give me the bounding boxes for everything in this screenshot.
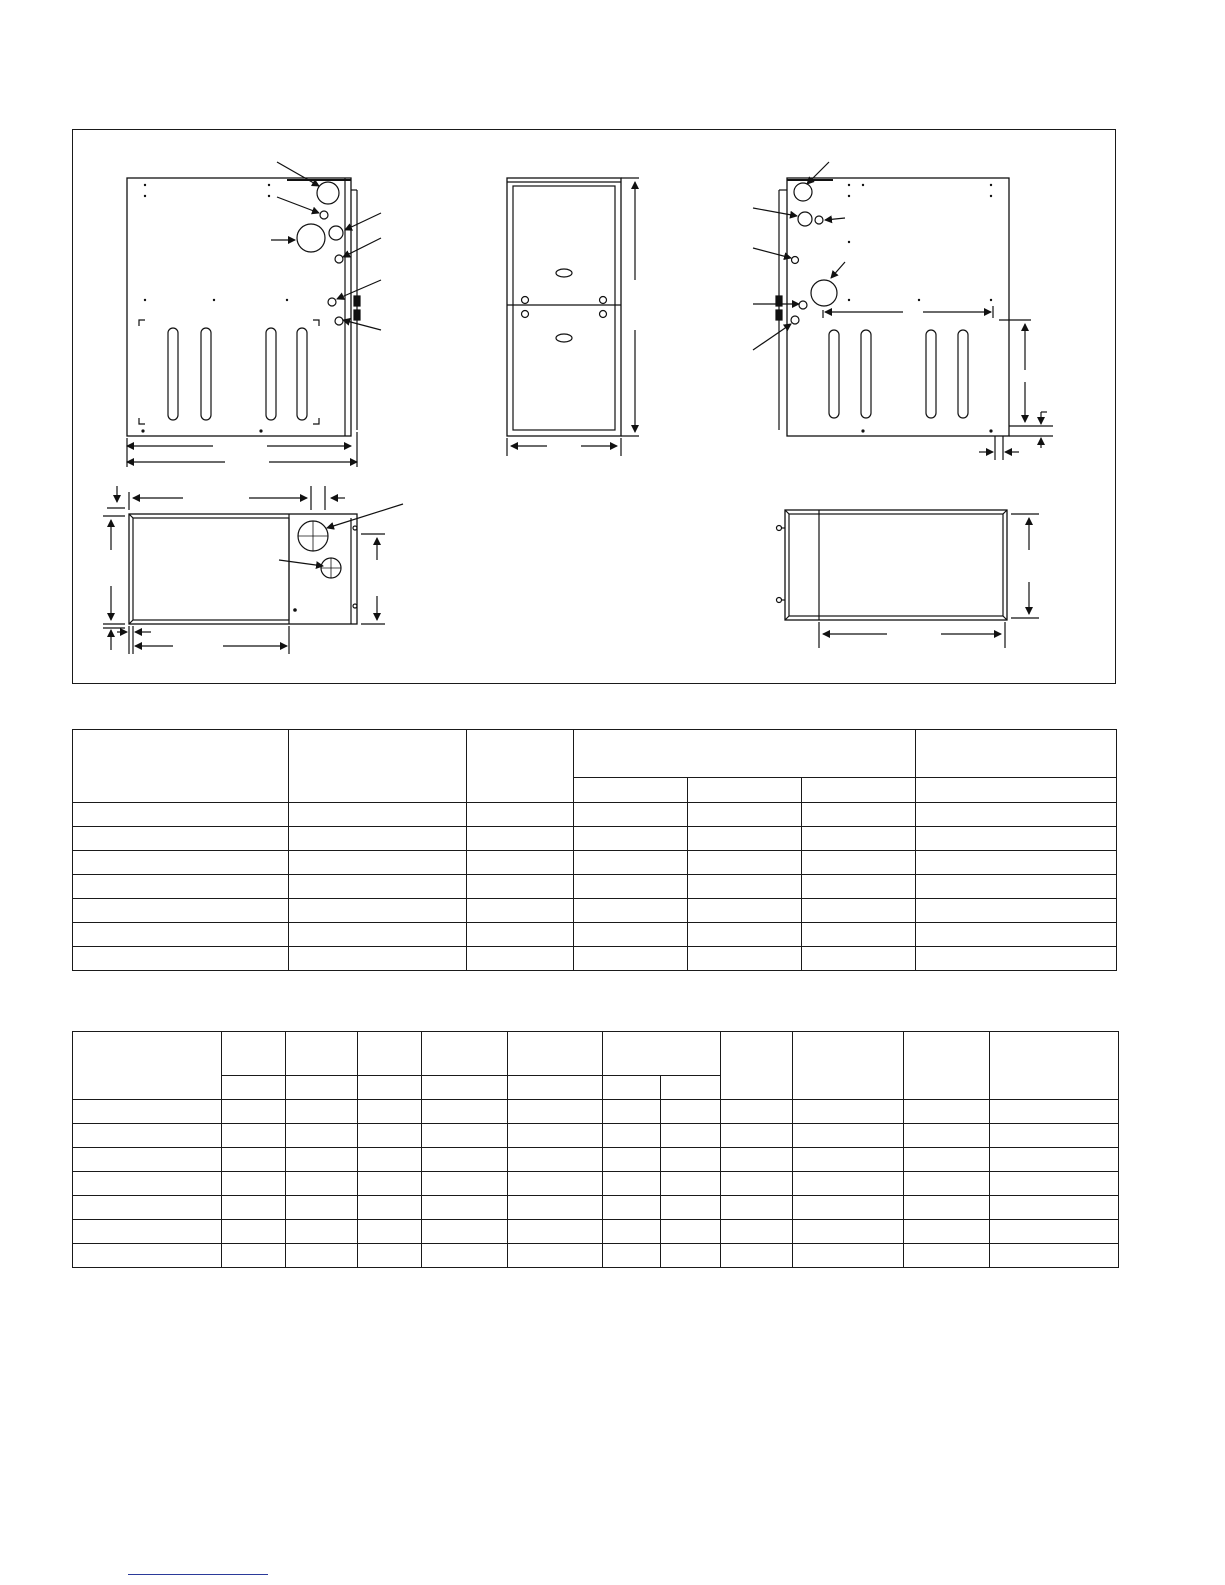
table-row bbox=[73, 875, 1117, 899]
table-row bbox=[73, 1172, 1119, 1196]
front-view bbox=[507, 178, 639, 456]
subheader-cell bbox=[422, 1076, 508, 1100]
top-view bbox=[103, 486, 403, 654]
dimension-drawing-frame bbox=[72, 129, 1116, 684]
header-cell bbox=[286, 1032, 358, 1076]
table-row bbox=[73, 1196, 1119, 1220]
header-cell bbox=[574, 730, 916, 778]
subheader-cell bbox=[603, 1076, 661, 1100]
table-header-row bbox=[73, 1032, 1119, 1076]
header-cell bbox=[793, 1032, 904, 1100]
subheader-cell bbox=[661, 1076, 721, 1100]
header-cell bbox=[603, 1032, 721, 1076]
table-row bbox=[73, 1100, 1119, 1124]
table-row bbox=[73, 899, 1117, 923]
table-row bbox=[73, 827, 1117, 851]
specifications-table bbox=[72, 1031, 1119, 1268]
table-row bbox=[73, 1244, 1119, 1268]
subheader-cell bbox=[286, 1076, 358, 1100]
subheader-cell bbox=[916, 778, 1117, 803]
table-row bbox=[73, 1220, 1119, 1244]
table-row bbox=[73, 923, 1117, 947]
table-header-row bbox=[73, 730, 1117, 778]
subheader-cell bbox=[574, 778, 688, 803]
header-cell bbox=[916, 730, 1117, 778]
subheader-cell bbox=[508, 1076, 603, 1100]
header-cell bbox=[467, 730, 574, 803]
table-row bbox=[73, 851, 1117, 875]
bottom-view bbox=[777, 510, 1040, 648]
dimensions-table bbox=[72, 729, 1117, 971]
header-cell bbox=[508, 1032, 603, 1076]
subheader-cell bbox=[688, 778, 802, 803]
footer-link-underline[interactable] bbox=[128, 1574, 268, 1575]
header-cell bbox=[904, 1032, 990, 1100]
header-cell bbox=[73, 1032, 222, 1100]
table-row bbox=[73, 1148, 1119, 1172]
left-side-view bbox=[127, 162, 381, 467]
right-side-view bbox=[753, 162, 1053, 460]
subheader-cell bbox=[358, 1076, 422, 1100]
table-row bbox=[73, 803, 1117, 827]
furnace-dimension-drawing bbox=[73, 130, 1117, 685]
subheader-cell bbox=[222, 1076, 286, 1100]
subheader-cell bbox=[802, 778, 916, 803]
header-cell bbox=[990, 1032, 1119, 1100]
header-cell bbox=[73, 730, 289, 803]
header-cell bbox=[422, 1032, 508, 1076]
header-cell bbox=[222, 1032, 286, 1076]
header-cell bbox=[289, 730, 467, 803]
header-cell bbox=[358, 1032, 422, 1076]
table-row bbox=[73, 1124, 1119, 1148]
header-cell bbox=[721, 1032, 793, 1100]
table-row bbox=[73, 947, 1117, 971]
